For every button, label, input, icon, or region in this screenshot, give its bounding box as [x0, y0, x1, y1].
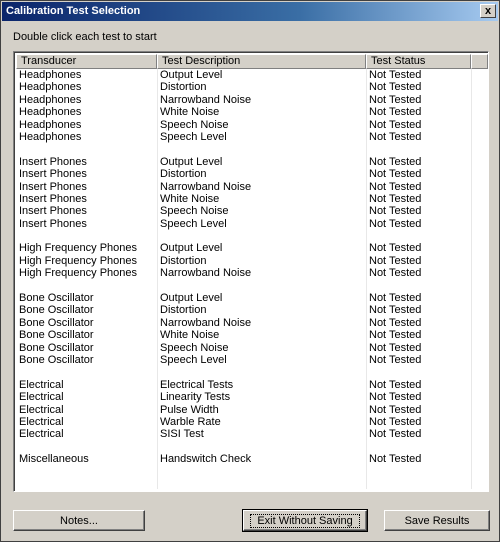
cell-test-description: Warble Rate: [160, 415, 221, 428]
cell-test-description: Output Level: [160, 242, 223, 255]
cell-transducer: Bone Oscillator: [19, 304, 94, 317]
cell-transducer: Electrical: [19, 415, 64, 428]
table-row[interactable]: [16, 242, 488, 254]
cell-test-status: Not Tested: [369, 304, 422, 317]
table-row[interactable]: [16, 354, 488, 366]
cell-test-status: Not Tested: [369, 292, 422, 305]
cell-transducer: Bone Oscillator: [19, 329, 94, 342]
list-header: [16, 54, 488, 69]
table-row[interactable]: [16, 404, 488, 416]
table-row[interactable]: [16, 81, 488, 93]
table-row[interactable]: [16, 255, 488, 267]
window-title: Calibration Test Selection: [6, 5, 141, 17]
exit-button-label: Exit Without Saving: [250, 514, 359, 528]
table-row[interactable]: [16, 366, 488, 378]
table-row[interactable]: [16, 193, 488, 205]
cell-test-status: Not Tested: [369, 391, 422, 404]
cell-test-status: Not Tested: [369, 192, 422, 205]
cell-test-description: Distortion: [160, 254, 207, 267]
column-header-test-description[interactable]: Test Description: [157, 54, 366, 69]
cell-transducer: [16, 466, 157, 478]
cell-test-status: Not Tested: [369, 353, 422, 366]
table-row[interactable]: [16, 416, 488, 428]
cell-test-status: Not Tested: [369, 428, 422, 441]
save-results-button[interactable]: [384, 510, 490, 531]
table-row[interactable]: [16, 391, 488, 403]
table-row[interactable]: [16, 94, 488, 106]
table-row[interactable]: [16, 205, 488, 217]
cell-test-description: [157, 143, 366, 155]
table-row[interactable]: [16, 317, 488, 329]
cell-transducer: Headphones: [19, 118, 82, 131]
cell-test-description: Electrical Tests: [160, 378, 234, 391]
cell-transducer: High Frequency Phones: [19, 254, 138, 267]
cell-test-description: [157, 490, 366, 492]
cell-transducer: [16, 366, 157, 378]
cell-test-description: Speech Noise: [160, 205, 229, 218]
cell-transducer: Electrical: [19, 403, 64, 416]
cell-test-description: [157, 366, 366, 378]
table-row[interactable]: [16, 490, 488, 492]
title-bar[interactable]: [2, 2, 498, 21]
cell-test-status: [366, 466, 471, 478]
cell-transducer: Miscellaneous: [19, 453, 89, 466]
cell-transducer: Headphones: [19, 106, 82, 119]
cell-test-status: [366, 478, 471, 490]
cell-transducer: Insert Phones: [19, 180, 87, 193]
cell-test-status: Not Tested: [369, 415, 422, 428]
cell-test-description: Handswitch Check: [160, 453, 252, 466]
cell-test-status: [366, 490, 471, 492]
column-header-transducer[interactable]: Transducer: [16, 54, 157, 69]
cell-transducer: Electrical: [19, 378, 64, 391]
cell-test-status: Not Tested: [369, 130, 422, 143]
cell-test-status: Not Tested: [369, 168, 422, 181]
table-row[interactable]: [16, 168, 488, 180]
cell-test-description: [157, 230, 366, 242]
table-row[interactable]: [16, 218, 488, 230]
cell-transducer: Insert Phones: [19, 217, 87, 230]
cell-test-status: Not Tested: [369, 378, 422, 391]
cell-test-status: [366, 441, 471, 453]
cell-transducer: Headphones: [19, 93, 82, 106]
cell-transducer: Electrical: [19, 391, 64, 404]
cell-transducer: Headphones: [19, 130, 82, 143]
notes-button-label: Notes...: [60, 514, 98, 527]
cell-test-description: Output Level: [160, 69, 223, 81]
cell-test-description: Pulse Width: [160, 403, 219, 416]
cell-test-status: Not Tested: [369, 69, 422, 81]
cell-transducer: [16, 441, 157, 453]
cell-test-description: Speech Level: [160, 217, 227, 230]
test-list[interactable]: [13, 51, 489, 492]
cell-test-status: Not Tested: [369, 155, 422, 168]
table-row[interactable]: [16, 441, 488, 453]
table-row[interactable]: [16, 280, 488, 292]
table-row[interactable]: [16, 69, 488, 81]
cell-test-status: Not Tested: [369, 403, 422, 416]
table-row[interactable]: [16, 304, 488, 316]
cell-test-status: Not Tested: [369, 453, 422, 466]
cell-transducer: [16, 230, 157, 242]
cell-test-description: Distortion: [160, 81, 207, 94]
cell-test-description: [157, 478, 366, 490]
table-row[interactable]: [16, 119, 488, 131]
cell-transducer: Insert Phones: [19, 168, 87, 181]
cell-transducer: Insert Phones: [19, 205, 87, 218]
cell-transducer: Headphones: [19, 81, 82, 94]
cell-test-description: Speech Noise: [160, 341, 229, 354]
table-row[interactable]: [16, 181, 488, 193]
list-rows: [16, 69, 488, 492]
notes-button[interactable]: [13, 510, 145, 531]
cell-test-description: Narrowband Noise: [160, 93, 252, 106]
cell-test-description: Narrowband Noise: [160, 180, 252, 193]
instruction-text: Double click each test to start: [13, 31, 157, 43]
cell-test-description: Speech Level: [160, 130, 227, 143]
cell-transducer: [16, 490, 157, 492]
cell-test-description: [157, 466, 366, 478]
cell-test-description: Distortion: [160, 168, 207, 181]
cell-test-description: Speech Level: [160, 353, 227, 366]
cell-transducer: Insert Phones: [19, 155, 87, 168]
cell-test-description: White Noise: [160, 192, 220, 205]
save-button-label: Save Results: [404, 514, 470, 527]
table-row[interactable]: [16, 143, 488, 155]
cell-test-description: Speech Noise: [160, 118, 229, 131]
cell-test-status: Not Tested: [369, 217, 422, 230]
table-row[interactable]: [16, 156, 488, 168]
cell-transducer: Bone Oscillator: [19, 341, 94, 354]
table-row[interactable]: [16, 329, 488, 341]
table-row[interactable]: [16, 267, 488, 279]
cell-test-status: Not Tested: [369, 205, 422, 218]
cell-test-status: Not Tested: [369, 242, 422, 255]
table-row[interactable]: [16, 466, 488, 478]
cell-test-description: Output Level: [160, 292, 223, 305]
cell-test-status: Not Tested: [369, 341, 422, 354]
cell-test-description: White Noise: [160, 329, 220, 342]
cell-test-status: Not Tested: [369, 118, 422, 131]
cell-test-description: Linearity Tests: [160, 391, 231, 404]
cell-transducer: High Frequency Phones: [19, 242, 138, 255]
table-row[interactable]: [16, 342, 488, 354]
cell-test-description: Output Level: [160, 155, 223, 168]
close-icon[interactable]: x: [480, 4, 496, 18]
cell-test-status: Not Tested: [369, 329, 422, 342]
table-row[interactable]: [16, 428, 488, 440]
cell-test-status: Not Tested: [369, 267, 422, 280]
column-header-filler: [471, 54, 488, 69]
table-row[interactable]: [16, 131, 488, 143]
cell-test-status: Not Tested: [369, 81, 422, 94]
cell-test-description: Distortion: [160, 304, 207, 317]
cell-test-description: Narrowband Noise: [160, 267, 252, 280]
cell-transducer: Bone Oscillator: [19, 292, 94, 305]
column-header-test-status[interactable]: Test Status: [366, 54, 471, 69]
cell-test-status: Not Tested: [369, 254, 422, 267]
cell-test-status: [366, 366, 471, 378]
cell-transducer: Bone Oscillator: [19, 353, 94, 366]
cell-transducer: High Frequency Phones: [19, 267, 138, 280]
cell-transducer: [16, 280, 157, 292]
cell-transducer: [16, 478, 157, 490]
cell-transducer: Insert Phones: [19, 192, 87, 205]
cell-test-status: Not Tested: [369, 180, 422, 193]
cell-test-status: [366, 230, 471, 242]
cell-test-description: White Noise: [160, 106, 220, 119]
cell-transducer: [16, 143, 157, 155]
cell-test-status: Not Tested: [369, 106, 422, 119]
exit-without-saving-button[interactable]: [243, 510, 367, 531]
table-row[interactable]: [16, 230, 488, 242]
cell-test-description: SISI Test: [160, 428, 204, 441]
cell-transducer: Bone Oscillator: [19, 316, 94, 329]
table-row[interactable]: [16, 379, 488, 391]
cell-test-status: Not Tested: [369, 93, 422, 106]
cell-test-description: Narrowband Noise: [160, 316, 252, 329]
cell-test-description: [157, 441, 366, 453]
cell-test-status: Not Tested: [369, 316, 422, 329]
table-row[interactable]: [16, 106, 488, 118]
cell-test-status: [366, 280, 471, 292]
cell-test-description: [157, 280, 366, 292]
cell-transducer: Headphones: [19, 69, 82, 81]
table-row[interactable]: [16, 478, 488, 490]
table-row[interactable]: [16, 453, 488, 465]
table-row[interactable]: [16, 292, 488, 304]
cell-transducer: Electrical: [19, 428, 64, 441]
cell-test-status: [366, 143, 471, 155]
